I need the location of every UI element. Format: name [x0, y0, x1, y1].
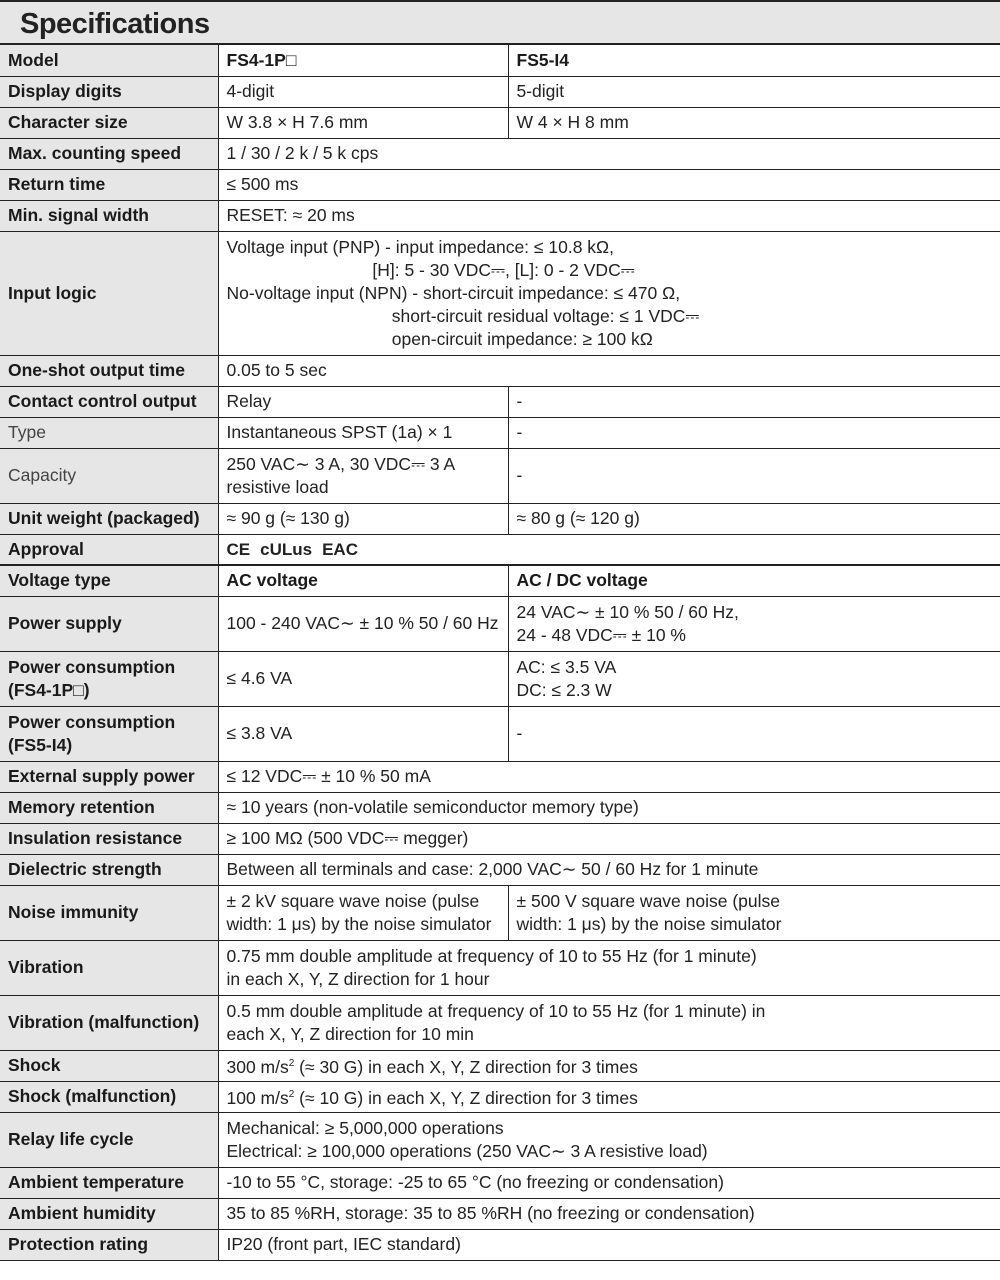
cell: ≈ 80 g (≈ 120 g) — [508, 503, 1000, 534]
cell: 0.05 to 5 sec — [218, 355, 1000, 386]
cell: - — [508, 417, 1000, 448]
table-row — [0, 138, 1000, 169]
cell-line: in each X, Y, Z direction for 1 hour — [226, 968, 490, 989]
cell: AC / DC voltage — [508, 565, 1000, 596]
cell-line: ± 500 V square wave noise (pulse — [516, 890, 781, 911]
cell-line: Electrical: ≥ 100,000 operations (250 VAC∼ 3 A resistive load) — [226, 1140, 708, 1161]
table-row — [0, 1198, 1000, 1229]
cell — [218, 995, 1000, 1050]
cell: IP20 (front part, IEC standard) — [218, 1229, 1000, 1260]
cell-line: 24 VAC∼ ± 10 % 50 / 60 Hz, — [516, 601, 739, 622]
row-label: Memory retention — [0, 792, 218, 823]
table-row — [0, 995, 1000, 1050]
table-row — [0, 854, 1000, 885]
input-logic-line: open-circuit impedance: ≥ 100 kΩ — [226, 328, 653, 349]
cell-line: width: 1 μs) by the noise simulator — [516, 913, 782, 934]
table-row — [0, 651, 1000, 706]
row-label: Relay life cycle — [0, 1112, 218, 1167]
cell: Relay — [218, 386, 508, 417]
cell: - — [508, 448, 1000, 503]
row-label: Shock (malfunction) — [0, 1081, 218, 1112]
table-row — [0, 1081, 1000, 1112]
cell: ≈ 90 g (≈ 130 g) — [218, 503, 508, 534]
cell: 1 / 30 / 2 k / 5 k cps — [218, 138, 1000, 169]
cell: 100 - 240 VAC∼ ± 10 % 50 / 60 Hz — [218, 596, 508, 651]
row-label: Shock — [0, 1050, 218, 1081]
table-row — [0, 45, 1000, 76]
table-row — [0, 596, 1000, 651]
row-label: Return time — [0, 169, 218, 200]
cell — [218, 1112, 1000, 1167]
row-label: Display digits — [0, 76, 218, 107]
cell-line: 250 VAC∼ 3 A, 30 VDC⎓ 3 A — [226, 453, 456, 474]
page-title: Specifications — [20, 8, 210, 40]
row-label: Character size — [0, 107, 218, 138]
cell: W 3.8 × H 7.6 mm — [218, 107, 508, 138]
table-row — [0, 355, 1000, 386]
row-label: Min. signal width — [0, 200, 218, 231]
label-line: Power consumption — [8, 711, 176, 732]
row-label — [0, 706, 218, 761]
row-label: Ambient humidity — [0, 1198, 218, 1229]
row-label: Vibration (malfunction) — [0, 995, 218, 1050]
cell: W 4 × H 8 mm — [508, 107, 1000, 138]
row-label — [0, 651, 218, 706]
cell: 4-digit — [218, 76, 508, 107]
table-row — [0, 534, 1000, 565]
row-label: Voltage type — [0, 565, 218, 596]
table-row — [0, 1167, 1000, 1198]
cell-line: 24 - 48 VDC⎓ ± 10 % — [516, 624, 686, 645]
table-row — [0, 706, 1000, 761]
cell: Instantaneous SPST (1a) × 1 — [218, 417, 508, 448]
table-row — [0, 823, 1000, 854]
cell-line: width: 1 μs) by the noise simulator — [226, 913, 492, 934]
table-row — [0, 792, 1000, 823]
label-line: (FS4-1P□) — [8, 679, 90, 700]
table-row — [0, 1112, 1000, 1167]
label-line: (FS5-I4) — [8, 734, 73, 755]
row-label: Capacity — [0, 448, 218, 503]
eac-mark-icon: EAC — [322, 539, 358, 559]
table-row — [0, 885, 1000, 940]
table-row — [0, 200, 1000, 231]
model-col2: FS5-I4 — [508, 45, 1000, 76]
cell — [218, 885, 508, 940]
cell: -10 to 55 °C, storage: -25 to 65 °C (no freezing or condensation) — [218, 1167, 1000, 1198]
cell: ≤ 12 VDC⎓ ± 10 % 50 mA — [218, 761, 1000, 792]
input-logic-line: short-circuit residual voltage: ≤ 1 VDC⎓ — [226, 305, 700, 326]
row-label: Type — [0, 417, 218, 448]
table-row — [0, 386, 1000, 417]
cell — [218, 940, 1000, 995]
table-row — [0, 940, 1000, 995]
row-label: Ambient temperature — [0, 1167, 218, 1198]
cell-line: 0.75 mm double amplitude at frequency of 10 to 55 Hz (for 1 minute) — [226, 945, 757, 966]
row-label: Max. counting speed — [0, 138, 218, 169]
culus-mark-icon: cULus — [260, 539, 313, 559]
cell — [508, 651, 1000, 706]
input-logic-line: No-voltage input (NPN) - short-circuit impedance: ≤ 470 Ω, — [226, 282, 681, 303]
row-label: Model — [0, 45, 218, 76]
cell — [508, 885, 1000, 940]
cell: - — [508, 386, 1000, 417]
title-bar — [0, 0, 1000, 45]
cell: 5-digit — [508, 76, 1000, 107]
input-logic-line: [H]: 5 - 30 VDC⎓, [L]: 0 - 2 VDC⎓ — [226, 259, 635, 280]
approval-cell — [218, 534, 1000, 565]
cell-line: Mechanical: ≥ 5,000,000 operations — [226, 1117, 504, 1138]
row-label: External supply power — [0, 761, 218, 792]
table-row — [0, 76, 1000, 107]
row-label: Approval — [0, 534, 218, 565]
input-logic-cell — [218, 231, 1000, 355]
cell: ≥ 100 MΩ (500 VDC⎓ megger) — [218, 823, 1000, 854]
row-label: Power supply — [0, 596, 218, 651]
row-label: Insulation resistance — [0, 823, 218, 854]
cell: ≤ 500 ms — [218, 169, 1000, 200]
row-label: Noise immunity — [0, 885, 218, 940]
cell: 35 to 85 %RH, storage: 35 to 85 %RH (no freezing or condensation) — [218, 1198, 1000, 1229]
cell: AC voltage — [218, 565, 508, 596]
cell: 300 $m/s^2$ (≈ 30 G) in each X, Y, Z direction for 3 times — [218, 1050, 1000, 1081]
cell: - — [508, 706, 1000, 761]
table-row — [0, 169, 1000, 200]
row-label: One-shot output time — [0, 355, 218, 386]
cell — [218, 448, 508, 503]
cell: ≤ 4.6 VA — [218, 651, 508, 706]
cell-line: ± 2 kV square wave noise (pulse — [226, 890, 480, 911]
cell-line: AC: ≤ 3.5 VA — [516, 656, 617, 677]
table-row — [0, 1229, 1000, 1260]
input-logic-line: Voltage input (PNP) - input impedance: ≤ 10.8 kΩ, — [226, 236, 614, 257]
row-label: Dielectric strength — [0, 854, 218, 885]
cell-line: DC: ≤ 2.3 W — [516, 679, 612, 700]
table-row — [0, 1050, 1000, 1081]
cell-line: 0.5 mm double amplitude at frequency of 10 to 55 Hz (for 1 minute) in — [226, 1000, 766, 1021]
cell-line: resistive load — [226, 476, 329, 497]
row-label: Vibration — [0, 940, 218, 995]
cell: ≤ 3.8 VA — [218, 706, 508, 761]
row-label: Protection rating — [0, 1229, 218, 1260]
cell: Between all terminals and case: 2,000 VAC∼ 50 / 60 Hz for 1 minute — [218, 854, 1000, 885]
table-row — [0, 503, 1000, 534]
spec-table — [0, 45, 1000, 1261]
model-col1: FS4-1P□ — [218, 45, 508, 76]
table-row — [0, 448, 1000, 503]
table-row — [0, 761, 1000, 792]
ce-mark-icon: CE — [226, 539, 251, 559]
cell-line: each X, Y, Z direction for 10 min — [226, 1023, 474, 1044]
label-line: Power consumption — [8, 656, 176, 677]
cell: 100 $m/s^2$ (≈ 10 G) in each X, Y, Z direction for 3 times — [218, 1081, 1000, 1112]
table-row — [0, 417, 1000, 448]
row-label: Contact control output — [0, 386, 218, 417]
cell: RESET: ≈ 20 ms — [218, 200, 1000, 231]
cell — [508, 596, 1000, 651]
row-label: Input logic — [0, 231, 218, 355]
row-label: Unit weight (packaged) — [0, 503, 218, 534]
table-row — [0, 107, 1000, 138]
table-row — [0, 231, 1000, 355]
cell: ≈ 10 years (non-volatile semiconductor memory type) — [218, 792, 1000, 823]
table-row — [0, 565, 1000, 596]
